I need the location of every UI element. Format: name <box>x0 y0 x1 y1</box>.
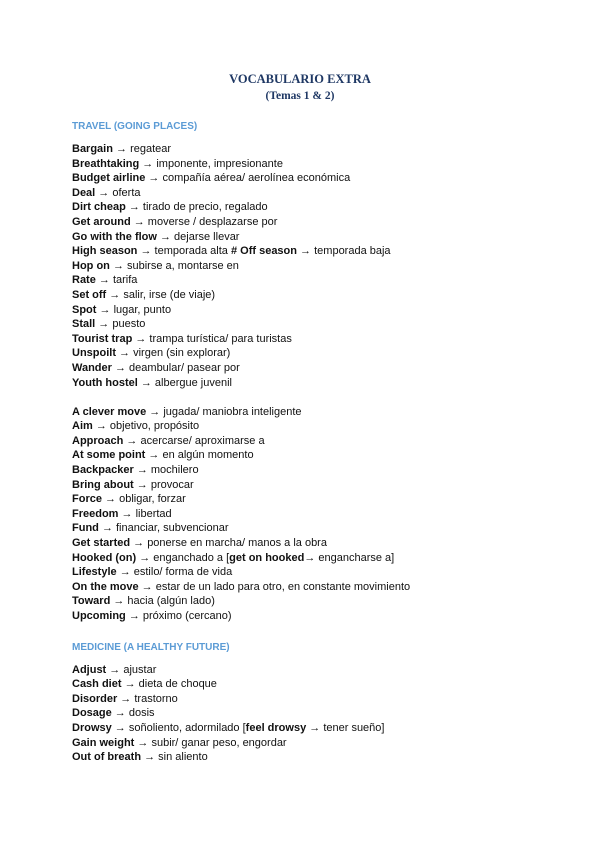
vocab-definition: → compañía aérea/ aerolínea económica <box>145 172 351 185</box>
vocab-entry <box>72 273 542 288</box>
vocab-term: Drowsy <box>72 721 112 734</box>
vocab-term: Breathtaking <box>72 157 140 170</box>
vocab-entry <box>72 332 542 347</box>
vocab-definition: → subirse a, montarse en <box>109 259 239 272</box>
vocab-term: Hooked (on) <box>72 551 137 564</box>
vocab-term: Approach <box>72 434 124 447</box>
vocab-term: Go with the flow <box>72 230 157 243</box>
vocab-entry <box>72 609 542 624</box>
vocab-entry <box>72 361 542 376</box>
vocab-definition: → próximo (cercano) <box>125 610 232 622</box>
vocab-definition: → deambular/ pasear por <box>111 361 240 374</box>
vocab-term: Bargain <box>72 143 113 155</box>
vocab-term: Budget airline <box>72 172 146 185</box>
vocab-definition: → dejarse llevar <box>156 230 240 243</box>
vocab-term: At some point <box>72 449 146 462</box>
vocab-definition: → estar de un lado para otro, en constante movimiento <box>138 580 411 593</box>
vocab-entry <box>72 171 542 186</box>
vocab-term: Get started <box>72 537 131 550</box>
vocab-definition: → temporada baja <box>297 245 391 258</box>
vocab-entry <box>72 736 542 751</box>
vocab-entry <box>72 405 542 420</box>
vocab-entry <box>72 157 542 172</box>
vocab-entry <box>72 142 542 157</box>
vocab-term: Upcoming <box>72 610 126 622</box>
vocab-definition: → jugada/ maniobra inteligente <box>146 405 302 418</box>
vocab-entry <box>72 259 542 274</box>
vocab-definition: → engancharse a] <box>304 551 395 564</box>
vocab-definition: → sin aliento <box>141 751 208 764</box>
group-spacer <box>72 390 542 405</box>
vocab-entry <box>72 215 542 230</box>
vocab-term: Tourist trap <box>72 332 133 345</box>
vocab-entry <box>72 434 542 449</box>
vocab-term: Bring about <box>72 478 134 491</box>
vocab-definition: → enganchado a [ <box>136 551 230 564</box>
vocab-definition: → libertad <box>118 507 172 520</box>
vocab-definition: → objetivo, propósito <box>92 420 200 433</box>
vocab-term: Disorder <box>72 692 118 705</box>
vocab-term: Hop on <box>72 259 110 272</box>
vocab-definition: → virgen (sin explorar) <box>116 347 231 360</box>
vocab-definition: → subir/ ganar peso, engordar <box>134 736 287 749</box>
vocab-term: Lifestyle <box>72 566 117 579</box>
vocab-term: Backpacker <box>72 464 134 477</box>
vocab-entry <box>72 750 542 765</box>
vocab-entry <box>72 317 542 332</box>
vocab-definition: → salir, irse (de viaje) <box>106 288 216 301</box>
section-heading: MEDICINE (A HEALTHY FUTURE) <box>72 641 230 653</box>
page-title: VOCABULARIO EXTRA <box>229 72 371 86</box>
vocab-definition: → acercarse/ aproximarse a <box>123 434 265 447</box>
vocab-entry <box>72 721 542 736</box>
vocab-definition: → hacia (algún lado) <box>110 595 215 608</box>
vocab-term: Fund <box>72 522 99 535</box>
vocab-term: Get around <box>72 215 131 228</box>
vocab-definition: → provocar <box>133 478 194 491</box>
vocab-entry <box>72 448 542 463</box>
vocab-term: Dosage <box>72 707 112 720</box>
vocab-term: On the move <box>72 580 139 593</box>
vocab-entry <box>72 244 542 259</box>
vocab-entry <box>72 200 542 215</box>
vocab-entry <box>72 692 542 707</box>
vocab-term: High season <box>72 245 138 258</box>
title-block <box>0 71 600 104</box>
vocab-term: Aim <box>72 420 93 433</box>
vocab-definition: → dosis <box>111 707 155 720</box>
vocab-definition: → moverse / desplazarse por <box>130 215 278 228</box>
vocab-term: Cash diet <box>72 678 122 691</box>
vocab-definition: → obligar, forzar <box>101 493 186 506</box>
vocab-entry <box>72 580 542 595</box>
vocab-entry <box>72 706 542 721</box>
vocab-entry <box>72 507 542 522</box>
vocab-term: Dirt cheap <box>72 201 126 214</box>
vocab-entry <box>72 663 542 678</box>
vocab-term: Wander <box>72 361 112 374</box>
vocab-definition: → trastorno <box>117 692 178 705</box>
vocab-definition: → trampa turística/ para turistas <box>132 332 292 345</box>
vocab-term: Adjust <box>72 663 107 676</box>
vocab-term: Rate <box>72 274 96 287</box>
vocab-term: Spot <box>72 303 97 316</box>
vocab-definition: → tirado de precio, regalado <box>125 201 268 214</box>
vocab-entry <box>72 303 542 318</box>
vocab-term: Unspoilt <box>72 347 116 360</box>
vocab-definition: → temporada alta <box>137 245 231 258</box>
vocab-definition: → imponente, impresionante <box>139 157 283 170</box>
vocab-definition: → puesto <box>95 318 146 331</box>
vocab-term: feel drowsy <box>245 721 307 734</box>
vocab-entry <box>72 376 542 391</box>
vocab-definition: → tener sueño] <box>306 721 385 734</box>
vocab-entry <box>72 536 542 551</box>
vocab-definition: → albergue juvenil <box>137 376 232 389</box>
vocab-entry <box>72 565 542 580</box>
vocab-term: Set off <box>72 288 107 301</box>
vocab-entry <box>72 419 542 434</box>
vocab-entry <box>72 288 542 303</box>
vocab-definition: → dieta de choque <box>121 678 217 691</box>
vocab-definition: → ajustar <box>106 663 157 676</box>
vocabulary-content <box>72 120 542 765</box>
vocab-definition: → mochilero <box>133 464 199 477</box>
vocab-definition: → regatear <box>112 143 172 155</box>
vocab-definition: → estilo/ forma de vida <box>116 566 233 579</box>
vocab-term: A clever move <box>72 405 147 418</box>
vocab-term: Youth hostel <box>72 376 138 389</box>
vocab-term: Gain weight <box>72 736 135 749</box>
section-heading: TRAVEL (GOING PLACES) <box>72 121 198 132</box>
vocab-definition: → soñoliento, adormilado [ <box>111 721 246 734</box>
page-subtitle: (Temas 1 & 2) <box>265 90 335 102</box>
vocab-entry <box>72 677 542 692</box>
vocab-term: # Off season <box>230 245 297 258</box>
vocab-entry <box>72 186 542 201</box>
vocab-term: Deal <box>72 186 96 199</box>
vocab-definition: → ponerse en marcha/ manos a la obra <box>130 537 327 550</box>
vocab-definition: → lugar, punto <box>96 303 172 316</box>
vocab-term: Freedom <box>72 507 119 520</box>
vocab-entry <box>72 521 542 536</box>
vocab-term: Stall <box>72 318 96 331</box>
vocab-term: get on hooked <box>229 551 305 564</box>
vocab-entry <box>72 594 542 609</box>
vocab-entry <box>72 478 542 493</box>
vocab-entry <box>72 551 542 566</box>
vocab-term: Toward <box>72 595 111 608</box>
vocab-definition: → en algún momento <box>145 449 254 462</box>
vocab-term: Force <box>72 493 102 506</box>
vocab-entry <box>72 463 542 478</box>
vocab-entry <box>72 346 542 361</box>
vocab-entry <box>72 230 542 245</box>
vocab-definition: → tarifa <box>95 274 138 287</box>
vocab-term: Out of breath <box>72 751 142 764</box>
vocab-definition: → financiar, subvencionar <box>98 522 229 535</box>
vocab-definition: → oferta <box>95 186 141 199</box>
vocab-entry <box>72 492 542 507</box>
